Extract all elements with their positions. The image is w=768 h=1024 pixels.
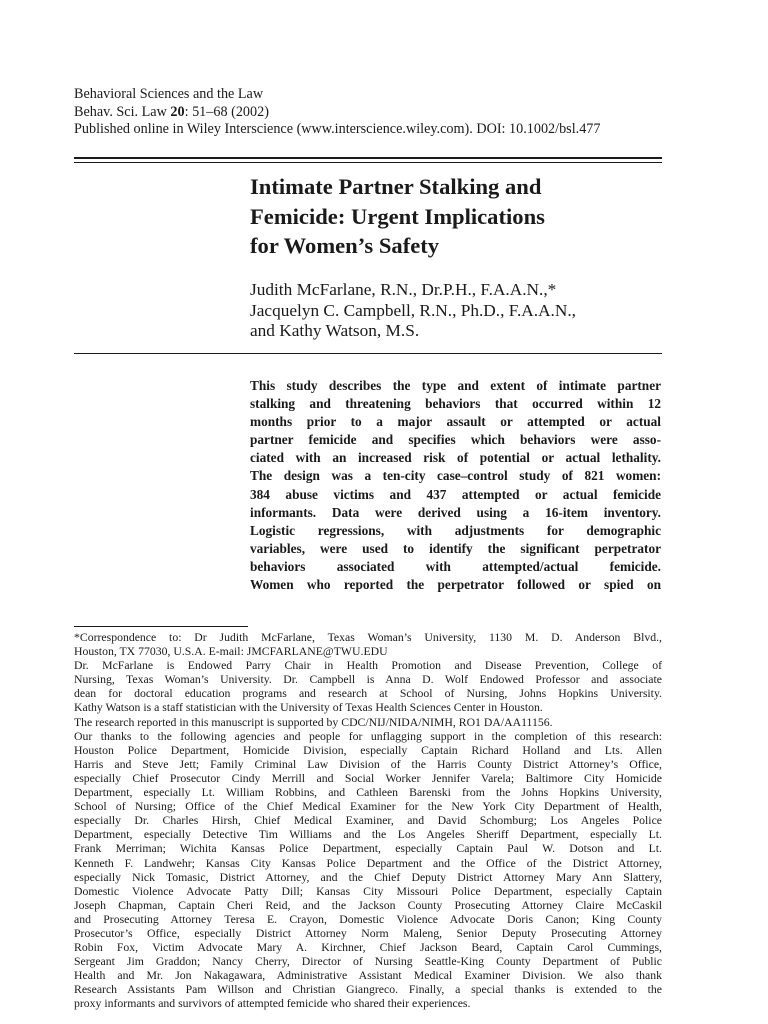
title-line: Femicide: Urgent Implications bbox=[250, 203, 545, 229]
header-rule-thin bbox=[74, 162, 662, 163]
abstract-line: informants. Data were derived using a 16-item inventory. bbox=[250, 504, 661, 520]
footnote-line: Nursing, Texas Woman’s University. Dr. Campbell is Anna D. Wolf Endowed Professor and associate bbox=[74, 673, 662, 687]
footnote-line: Houston Police Department, Homicide Division, especially Captain Richard Holland and Lts. Allen bbox=[74, 743, 662, 757]
footnote-line: Department, especially Detective Tim Williams and the Los Angeles Sheriff Department, especially Lt. bbox=[74, 828, 662, 842]
footnote-line: Dr. McFarlane is Endowed Parry Chair in Health Promotion and Disease Prevention, College of bbox=[74, 659, 662, 673]
author-line: Judith McFarlane, R.N., Dr.P.H., F.A.A.N.,* bbox=[250, 280, 557, 299]
footnote-line: Health and Mr. Jon Nakagawara, Administrative Assistant Medical Examiner Division. We also thank bbox=[74, 969, 662, 983]
abstract-line: months prior to a major assault or attempted or actual bbox=[250, 414, 661, 430]
journal-citation bbox=[74, 104, 694, 122]
footnote-line: Robin Fox, Victim Advocate Mary A. Kirchner, Chief Jackson Beard, Captain Carol Cummings, bbox=[74, 941, 662, 955]
footnote-line: especially Dr. Charles Hirsh, Chief Medical Examiner, and David Schomburg; Los Angeles Police bbox=[74, 814, 662, 828]
citation-suffix: : 51–68 (2002) bbox=[184, 103, 269, 120]
abstract-line: The design was a ten-city case–control study of 821 women: bbox=[250, 468, 661, 484]
footnote-line: proxy informants and survivors of attempted femicide who shared their experiences. bbox=[74, 997, 471, 1011]
footnote-line: Department, especially Lt. William Robbins, and Cathleen Barenski from the Johns Hopkins University, bbox=[74, 786, 662, 800]
title-line: Intimate Partner Stalking and bbox=[250, 174, 542, 199]
footnote-line: Kenneth F. Landwehr; Kansas City Kansas Police Department and the Office of the District Attorney, bbox=[74, 856, 662, 870]
publication-info: Published online in Wiley Interscience (www.interscience.wiley.com). DOI: 10.1002/bsl.477 bbox=[74, 121, 601, 138]
abstract-line: ciated with an increased risk of potential or actual lethality. bbox=[250, 450, 661, 466]
article-title bbox=[250, 172, 670, 261]
abstract-line: Logistic regressions, with adjustments for demographic bbox=[250, 522, 661, 538]
footnote-rule bbox=[74, 626, 248, 627]
abstract-line: 384 abuse victims and 437 attempted or actual femicide bbox=[250, 486, 661, 502]
abstract-line: Women who reported the perpetrator followed or spied on bbox=[250, 577, 661, 593]
journal-name: Behavioral Sciences and the Law bbox=[74, 86, 264, 102]
footnote-line: Frank Merriman; Wichita Kansas Police Department, especially Captain Paul W. Dotson and Lt. bbox=[74, 842, 662, 856]
footnote-line: Our thanks to the following agencies and people for unflagging support in the completion of this research: bbox=[74, 729, 662, 743]
title-line: for Women’s Safety bbox=[250, 233, 440, 258]
section-divider bbox=[74, 353, 662, 354]
header-rule-thick bbox=[74, 157, 662, 159]
footnote-line: Research Assistants Pam Willson and Christian Giangreco. Finally, a special thanks is extended to the bbox=[74, 983, 662, 997]
footnotes bbox=[74, 631, 662, 1024]
footnote-line: Sergeant Jim Graddon; Nancy Cherry, Director of Nursing Seattle-King County Department of Public bbox=[74, 955, 662, 969]
author-line: Jacquelyn C. Campbell, R.N., Ph.D., F.A.A.N., bbox=[250, 300, 576, 320]
footnote-line: School of Nursing; Office of the Chief Medical Examiner for the New York City Department of Health, bbox=[74, 800, 662, 814]
author-list bbox=[250, 280, 670, 342]
footnote-line: and Prosecuting Attorney Teresa E. Crayon, Domestic Violence Advocate Doris Canon; King County bbox=[74, 912, 662, 926]
footnote-line: especially Chief Prosecutor Cindy Merrill and Social Worker Jennifer Varela; Baltimore City Homicide bbox=[74, 771, 662, 785]
footnote-line: dean for doctoral education programs and research at School of Nursing, Johns Hopkins University. bbox=[74, 687, 662, 701]
footnote-line: *Correspondence to: Dr Judith McFarlane, Texas Woman’s University, 1130 M. D. Anderson Blvd., bbox=[74, 631, 662, 644]
author-line: and Kathy Watson, M.S. bbox=[250, 321, 420, 340]
footnote-line: Harris and Steve Jett; Family Criminal Law Division of the Harris County District Attorney’s Office, bbox=[74, 757, 662, 771]
abstract-line: behaviors associated with attempted/actual femicide. bbox=[250, 558, 661, 574]
abstract-line: This study describes the type and extent of intimate partner bbox=[250, 378, 661, 393]
footnote-line: Domestic Violence Advocate Patty Dill; Kansas City Missouri Police Department, especially Captain bbox=[74, 884, 662, 898]
footnote-line: Houston, TX 77030, U.S.A. E-mail: JMCFARLANE@TWU.EDU bbox=[74, 645, 388, 659]
citation-prefix: Behav. Sci. Law bbox=[74, 103, 171, 120]
abstract-line: variables, were used to identify the significant perpetrator bbox=[250, 540, 661, 556]
journal-header bbox=[74, 86, 694, 139]
abstract-line: stalking and threatening behaviors that occurred within 12 bbox=[250, 396, 661, 412]
footnote-line: Joseph Chapman, Captain Cheri Reid, and the Jackson County Prosecuting Attorney Claire McCaskil bbox=[74, 898, 662, 912]
footnote-line: Prosecutor’s Office, especially District Attorney Norm Maleng, Senior Deputy Prosecuting Attorney bbox=[74, 926, 662, 940]
abstract-line: partner femicide and specifies which behaviors were asso- bbox=[250, 432, 661, 448]
footnote-line: The research reported in this manuscript is supported by CDC/NIJ/NIDA/NIMH, RO1 DA/AA11156. bbox=[74, 715, 553, 729]
abstract bbox=[250, 377, 661, 594]
footnote-line: especially Nick Tomasic, District Attorney, and the Chief Deputy District Attorney Mary Ann Slattery, bbox=[74, 870, 662, 884]
footnote-line: Kathy Watson is a staff statistician with the University of Texas Health Sciences Center in Houston. bbox=[74, 701, 543, 715]
volume-number: 20 bbox=[170, 103, 185, 120]
